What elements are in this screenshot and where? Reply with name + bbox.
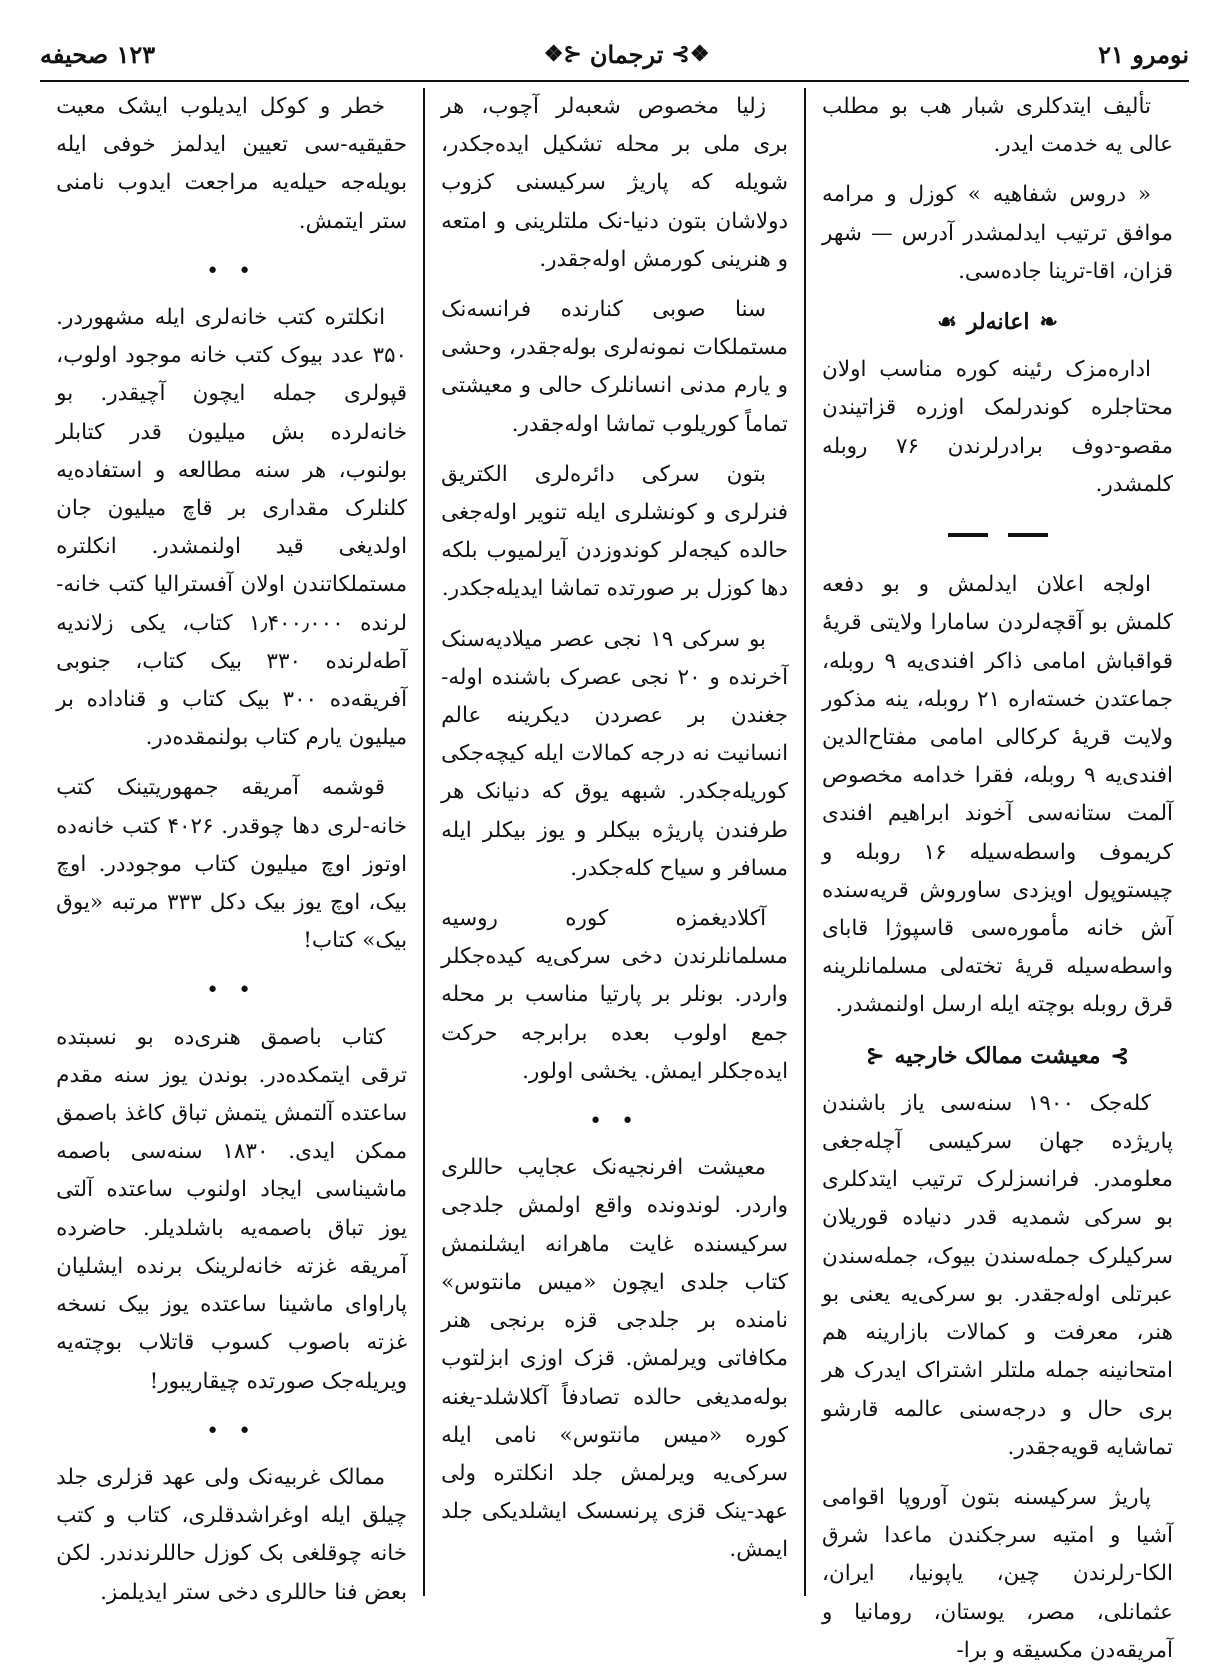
- paragraph: سنا صوبی کنارنده فرانسه‌نک مستملکات نمونه‌لری بوله‌جقدر، وحشی و یارم مدنی انسانلرک حالی و معیشتی تماماً کوریلوب تماشا اوله‌جقدر.: [441, 297, 789, 437]
- paragraph: کله‌جک ۱۹۰۰ سنه‌سی یاز باشندن پاریژده جهان سرکیسی آچله‌جغی معلومدر. فرانسزلرک ترتیب ایتدکلری بو سرکی شمدیه قدر دنیاده قوریلان سرکیلرک جمله‌سندن بیوک، جمله‌سندن عبرتلی اوله‌جقدر. بو سرکی‌یه یعنی بو هنر، معرفت و کمالات بازارینه هم امتحانینه جمله ملتلر اشتراک ایدرک هر بری حال و درجه‌سنی عالمه قارشو تماشایه قویه‌جقدر.: [822, 1090, 1173, 1460]
- ornament-right-icon: ❖⊱: [671, 41, 710, 67]
- column-right: [806, 88, 1189, 1663]
- paragraph: خطر و کوکل ایدیلوب ایشک معیت حقیقیه-سی تعیین ایدلمز خوفی ایله بویله‌جه حیله‌یه مراجعت ایدوب نامنی ستر ایتمش.: [56, 94, 408, 234]
- paragraph: ممالک غربیه‌نک ولی عهد قزلری جلد چیلق ایله اوغراشدقلری، کتاب و کتب خانه چوقلغی بک کوزل حاللرندندر. لکن بعض فنا حاللری دخی ستر ایدیلمز.: [56, 1464, 408, 1605]
- paragraph: اداره‌مزک رئینه کوره مناسب اولان محتاجلره کوندرلمک اوزره قزاتیندن مقصو-دوف برادرلرندن ۷۶ روبله کلمشدر.: [822, 357, 1173, 497]
- paragraph: « دروس شفاهیه » کوزل و مرامه موافق ترتیب ایدلمشدر آدرس — شهر قزان، اقا-ترینا جاده‌سی.: [822, 182, 1173, 284]
- issue-number: نومرو ۲۱: [1098, 39, 1189, 69]
- paragraph: پاریژ سرکیسنه بتون آوروپا اقوامی آشیا و امتیه سرجکندن ماعدا شرق الکا-رلرندن چین، یاپونیا، ایران، عثمانلی، مصر، یوستان، رومانیا و آمریقه‌دن مکسیقه و برا-: [822, 1484, 1173, 1663]
- page-number: ۱۲۳ صحیفه: [40, 39, 156, 69]
- paragraph: بو سرکی ۱۹ نجی عصر میلادیه‌سنک آخرنده و ۲۰ نجی عصرک باشنده اوله-جغندن بر عصردن دیکرینه عالم انسانیت نه درجه کمالات ایله کیچه‌جکی کوریله‌جکدر. شبهه یوق که دنیانک هر طرفندن پاریژه بیکلر و یوز بیکلر ایله مسافر و سیاح کله‌جکدر.: [441, 626, 789, 881]
- section-divider: • •: [589, 1109, 641, 1135]
- paragraph: انکلتره کتب خانه‌لری ایله مشهوردر. ۳۵۰ عدد بیوک کتب خانه موجود اولوب، قپولری جمله ایچون آچیقدر. بو خانه‌لرده بش میلیون قدر کتابلر بولنوب، هر سنه مطالعه و استفاده‌یه کلنلرک مقداری بر قاچ میلیون جان اولدیغی قید اولنمشدر. انکلتره مستملکاتندن اولان آفستراليا کتب خانه-لرنده ۱٫۴۰۰٫۰۰۰ کتاب، یکی زلاندیه آطه‌لرنده ۳۳۰ بیک کتاب، جنوبی آفریقه‌ده ۳۰۰ بیک کتاب و قنادا‌ده بر میلیون یارم کتاب بولنمقده‌در.: [56, 305, 408, 751]
- column-middle: [423, 88, 806, 1596]
- paragraph: زلیا مخصوص شعبه‌لر آچوب، هر بری ملی بر محله تشکیل ایده‌جکدر، شویله که پاریژ سرکیسنی کزوب دولاشان بتون دنیا-نک ملتلرینی و امتعه و هنرینی کورمش اوله‌جقدر.: [441, 94, 789, 272]
- masthead: [544, 40, 710, 69]
- section-divider: • •: [206, 258, 258, 284]
- section-heading-foreign-life: ⊱ معیشت ممالک خارجیه ⊰: [822, 1037, 1173, 1075]
- paragraph: آکلادیغمزه کوره روسیه مسلمانلرندن دخی سرکی‌یه کیده‌جکلر واردر. بونلر بر پارتیا مناسب بر محله جمع اولوب بعده برابرجه حرکت ایده‌جکلر ایمش. یخشی اولور.: [441, 906, 789, 1084]
- section-divider: • •: [206, 978, 258, 1004]
- ornament-icon: ❧: [1039, 309, 1058, 336]
- paragraph: بتون سرکی دائره‌لری الکتریق فنرلری و کونشلری ایله تنویر اوله‌جغی حالده کیجه‌لر کوندوزدن آیرلمیوب بلکه دها کوزل بر صورتده تماشا ایدیله‌جکدر.: [441, 461, 789, 602]
- paragraph: اولجه اعلان ایدلمش و بو دفعه کلمش بو آقچه‌لردن سامارا ولایتی قریهٔ قواقباش امامی ذاکر افندی‌یه ۹ روبله، جماعتدن خسته‌اره ۲۱ روبله، ینه مذکور ولایت قریهٔ کرکالی امامی مفتاح‌الدین افندی‌یه ۹ روبله، فقرا خدامه مخصوص آلمت ستانه‌سی آخوند ابراهیم افندی کریموف واسطه‌سیله ۱۶ روبله و چیستوپول اویزدی ساوروش قریه‌سنده آش خانه مأموره‌سی قاسپوژا قابای واسطه‌سیله قریهٔ تخته‌لی مسلمانلرینه قرق روبله بوچته ایله ارسل اولنمشدر.: [822, 572, 1173, 1018]
- ornament-icon: ⊰: [866, 1042, 885, 1069]
- column-left: [40, 88, 423, 1605]
- page-header: [40, 28, 1189, 82]
- section-divider: • •: [206, 1418, 258, 1444]
- paragraph: کتاب باصمق هنری‌ده بو نسبتده ترقی ایتمکده‌در. بوندن یوز سنه مقدم ساعتده آلتمش یتمش تباق کاغذ باصمق ممکن ایدی. ۱۸۳۰ سنه‌سی باصمه ماشیناسی ایجاد اولنوب ساعتده آلتی یوز تباق باصمه‌یه باشلدیلر. حاضرده آمریقه غزته خانه‌لرینک برنده ایشلیان پاراوای ماشینا ساعتده یوز بیک نسخه غزته باصوب کسوب قاتلاب بوچته‌یه ویریله‌جک صورتده چیقاریبور!: [56, 1024, 408, 1394]
- section-heading-donations: ❧ اعانه‌لر ☙: [822, 303, 1173, 341]
- separator: [822, 516, 1173, 554]
- ornament-icon: ⊱: [1110, 1042, 1130, 1069]
- ornament-icon: ☙: [937, 309, 957, 336]
- ornament-left-icon: ⊰❖: [543, 41, 582, 67]
- paragraph: تألیف ایتدکلری شبار هب بو مطلب عالی یه خدمت ایدر.: [822, 94, 1173, 158]
- columns: [40, 88, 1189, 1663]
- paragraph: معیشت افرنجیه‌نک عجایب حاللری واردر. لوندونده واقع اولمش جلدجی سرکیسنده غایت ماهرانه ایشلنمش کتاب جلدی ایچون «میس مانتوس» نامنده بر جلدجی قزه برنجی هنر مکافاتی ویرلمش. قزک اوزی ابزلتوب بوله‌مدیغی حالده تصادفاً آکلاشلد-یغنه کوره «میس مانتوس» نامی ایله سرکی‌یه ویرلمش جلد انکلتره ولی عهد-ینک قزی پرنسسک ایشلدیکی جلد ایمش.: [441, 1155, 789, 1563]
- paragraph: قوشمه آمریقه جمهوریتینک کتب خانه-لری دها چوقدر. ۴۰۲۶ کتب خانه‌ده اوتوز اوچ میلیون کتاب موجوددر. اوچ بیک، اوچ یوز بیک دکل ۳۳۳ مرتبه «یوق بیک» کتاب!: [56, 775, 408, 954]
- newspaper-title: ترجمان: [589, 39, 664, 69]
